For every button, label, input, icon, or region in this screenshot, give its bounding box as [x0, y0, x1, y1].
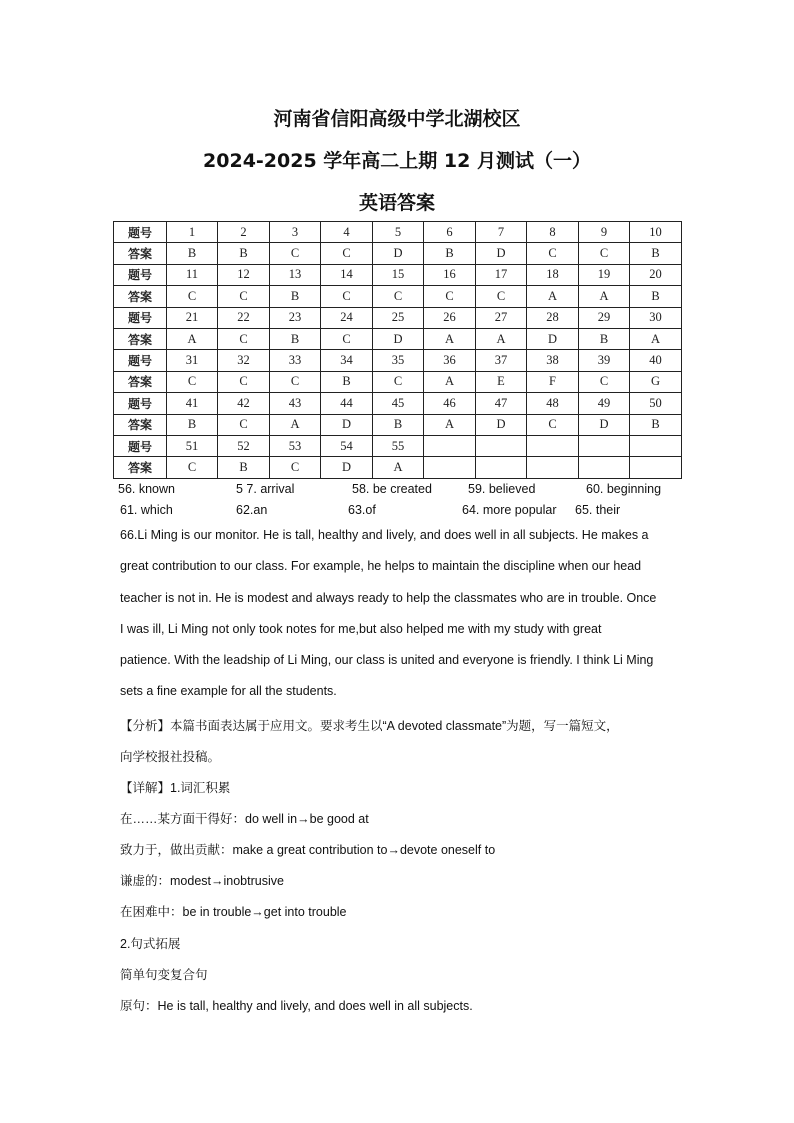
answer-cell: C: [373, 371, 424, 392]
question-number-cell: 17: [476, 264, 527, 285]
question-number-cell: 40: [630, 350, 682, 371]
question-number-cell: 42: [218, 393, 270, 414]
question-number-cell: 35: [373, 350, 424, 371]
answer-cell: D: [321, 457, 373, 478]
answer-cell: D: [373, 243, 424, 264]
blank-64: 64. more popular: [462, 503, 557, 517]
question-number-cell: 18: [527, 264, 579, 285]
blank-60: 60. beginning: [586, 482, 662, 496]
answer-cell: B: [424, 243, 476, 264]
question-number-cell: 45: [373, 393, 424, 414]
answer-cell: A: [630, 328, 682, 349]
answer-cell: C: [270, 371, 321, 392]
question-number-cell: 19: [579, 264, 630, 285]
answer-cell: D: [476, 243, 527, 264]
blank-56: 56. known: [118, 482, 175, 496]
question-number-cell: 8: [527, 222, 579, 243]
question-number-cell: 5: [373, 222, 424, 243]
question-number-cell: 11: [167, 264, 218, 285]
question-number-cell: 27: [476, 307, 527, 328]
question-number-cell: 44: [321, 393, 373, 414]
answer-cell: A: [476, 328, 527, 349]
answer-cell: B: [321, 371, 373, 392]
question-number-cell: 37: [476, 350, 527, 371]
question-number-cell: 16: [424, 264, 476, 285]
question-number-cell: 24: [321, 307, 373, 328]
question-number-cell: [424, 435, 476, 456]
question-number-cell: 2: [218, 222, 270, 243]
answer-cell: B: [270, 328, 321, 349]
answer-cell: B: [218, 457, 270, 478]
question-number-row: [114, 264, 682, 285]
question-number-cell: 55: [373, 435, 424, 456]
row-label-number: 题号: [114, 307, 167, 328]
answer-cell: C: [218, 414, 270, 435]
answer-row: [114, 328, 682, 349]
answer-cell: D: [579, 414, 630, 435]
question-number-cell: 54: [321, 435, 373, 456]
question-number-cell: 22: [218, 307, 270, 328]
answer-cell: [424, 457, 476, 478]
answer-cell: C: [167, 457, 218, 478]
question-number-cell: 47: [476, 393, 527, 414]
analysis-line: 谦虚的：modest→inobtrusive: [120, 874, 284, 888]
answer-cell: C: [579, 371, 630, 392]
row-label-answer: 答案: [114, 457, 167, 478]
question-number-cell: 36: [424, 350, 476, 371]
subject-title: 英语答案: [358, 192, 435, 214]
analysis-line: 2.句式拓展: [120, 937, 181, 951]
question-number-row: [114, 350, 682, 371]
row-label-answer: 答案: [114, 328, 167, 349]
essay-line: teacher is not in. He is modest and always ready to help the classmates who are in trouble. Once: [120, 591, 657, 605]
answer-cell: [527, 457, 579, 478]
question-number-cell: [527, 435, 579, 456]
question-number-cell: 34: [321, 350, 373, 371]
answer-cell: B: [630, 414, 682, 435]
question-number-cell: 51: [167, 435, 218, 456]
answer-cell: D: [373, 328, 424, 349]
blank-57: 5 7. arrival: [236, 482, 295, 496]
answer-cell: A: [424, 414, 476, 435]
answer-cell: A: [527, 286, 579, 307]
question-number-cell: 23: [270, 307, 321, 328]
answer-cell: C: [424, 286, 476, 307]
answer-cell: A: [373, 457, 424, 478]
answer-cell: D: [527, 328, 579, 349]
question-number-cell: 3: [270, 222, 321, 243]
question-number-cell: 46: [424, 393, 476, 414]
answer-cell: G: [630, 371, 682, 392]
row-label-number: 题号: [114, 264, 167, 285]
question-number-cell: 21: [167, 307, 218, 328]
analysis-line: 简单句变复合句: [120, 968, 208, 982]
question-number-row: [114, 222, 682, 243]
answer-cell: C: [321, 243, 373, 264]
answer-cell: [476, 457, 527, 478]
essay-line: 66.Li Ming is our monitor. He is tall, healthy and lively, and does well in all subjects. He makes a: [120, 528, 649, 542]
question-number-cell: [476, 435, 527, 456]
answer-cell: B: [579, 328, 630, 349]
analysis-line: 向学校报社投稿。: [120, 750, 221, 764]
row-label-answer: 答案: [114, 243, 167, 264]
question-number-cell: 33: [270, 350, 321, 371]
answer-row: [114, 286, 682, 307]
answer-cell: A: [424, 371, 476, 392]
question-number-cell: 39: [579, 350, 630, 371]
question-number-row: [114, 435, 682, 456]
question-number-cell: 14: [321, 264, 373, 285]
row-label-number: 题号: [114, 350, 167, 371]
question-number-cell: 43: [270, 393, 321, 414]
answer-cell: C: [527, 414, 579, 435]
blank-62: 62.an: [236, 503, 268, 517]
question-number-cell: 9: [579, 222, 630, 243]
question-number-cell: 12: [218, 264, 270, 285]
essay-line: I was ill, Li Ming not only took notes for me,but also helped me with my study with great: [120, 622, 602, 636]
answer-cell: B: [270, 286, 321, 307]
question-number-cell: 48: [527, 393, 579, 414]
answer-cell: C: [579, 243, 630, 264]
answer-cell: [630, 457, 682, 478]
question-number-cell: 20: [630, 264, 682, 285]
answer-cell: [579, 457, 630, 478]
answer-table: [113, 221, 682, 479]
answer-cell: B: [218, 243, 270, 264]
answer-cell: B: [630, 243, 682, 264]
answer-row: [114, 457, 682, 478]
answer-cell: E: [476, 371, 527, 392]
answer-cell: C: [373, 286, 424, 307]
answer-row: [114, 371, 682, 392]
essay-line: great contribution to our class. For example, he helps to maintain the discipline when our head: [120, 559, 642, 573]
blank-63: 63.of: [348, 503, 376, 517]
blank-58: 58. be created: [352, 482, 432, 496]
question-number-cell: 13: [270, 264, 321, 285]
answer-cell: D: [476, 414, 527, 435]
blank-65: 65. their: [575, 503, 621, 517]
row-label-number: 题号: [114, 435, 167, 456]
answer-cell: B: [167, 243, 218, 264]
row-label-answer: 答案: [114, 414, 167, 435]
question-number-cell: 29: [579, 307, 630, 328]
exam-title: 2024-2025 学年高二上期 12 月测试（一）: [203, 150, 591, 172]
answer-cell: B: [373, 414, 424, 435]
question-number-row: [114, 393, 682, 414]
question-number-cell: 7: [476, 222, 527, 243]
question-number-cell: 10: [630, 222, 682, 243]
answer-cell: C: [476, 286, 527, 307]
question-number-cell: 28: [527, 307, 579, 328]
answer-cell: D: [321, 414, 373, 435]
analysis-line: 在……某方面干得好：do well in→be good at: [120, 812, 369, 826]
answer-cell: C: [321, 328, 373, 349]
question-number-cell: 15: [373, 264, 424, 285]
row-label-number: 题号: [114, 222, 167, 243]
question-number-cell: [630, 435, 682, 456]
answer-cell: C: [527, 243, 579, 264]
essay-line: sets a fine example for all the students.: [120, 684, 337, 698]
answer-cell: C: [167, 371, 218, 392]
analysis-line: 【详解】1.词汇积累: [120, 781, 231, 795]
row-label-number: 题号: [114, 393, 167, 414]
question-number-cell: 30: [630, 307, 682, 328]
question-number-cell: 25: [373, 307, 424, 328]
answer-cell: C: [270, 243, 321, 264]
question-number-cell: [579, 435, 630, 456]
question-number-row: [114, 307, 682, 328]
essay-line: patience. With the leadship of Li Ming, our class is united and everyone is friendly. I think Li Ming: [120, 653, 654, 667]
question-number-cell: 32: [218, 350, 270, 371]
analysis-line: 致力于，做出贡献：make a great contribution to→devote oneself to: [120, 843, 496, 857]
question-number-cell: 6: [424, 222, 476, 243]
answer-cell: C: [218, 328, 270, 349]
question-number-cell: 4: [321, 222, 373, 243]
answer-cell: B: [630, 286, 682, 307]
blank-61: 61. which: [120, 503, 173, 517]
question-number-cell: 53: [270, 435, 321, 456]
answer-cell: A: [424, 328, 476, 349]
question-number-cell: 50: [630, 393, 682, 414]
answer-row: [114, 243, 682, 264]
analysis-line: 在困难中：be in trouble→get into trouble: [120, 905, 347, 919]
answer-cell: A: [579, 286, 630, 307]
question-number-cell: 1: [167, 222, 218, 243]
answer-cell: F: [527, 371, 579, 392]
blank-59: 59. believed: [468, 482, 536, 496]
analysis-line: 【分析】本篇书面表达属于应用文。要求考生以“A devoted classmate”为题，写一篇短文，: [120, 719, 619, 733]
answer-cell: C: [218, 371, 270, 392]
answer-cell: C: [321, 286, 373, 307]
school-title: 河南省信阳高级中学北湖校区: [273, 108, 521, 130]
answer-cell: C: [270, 457, 321, 478]
answer-cell: A: [167, 328, 218, 349]
question-number-cell: 49: [579, 393, 630, 414]
row-label-answer: 答案: [114, 371, 167, 392]
answer-cell: B: [167, 414, 218, 435]
answer-cell: A: [270, 414, 321, 435]
question-number-cell: 38: [527, 350, 579, 371]
row-label-answer: 答案: [114, 286, 167, 307]
analysis-line: 原句：He is tall, healthy and lively, and does well in all subjects.: [120, 999, 473, 1013]
answer-row: [114, 414, 682, 435]
answer-cell: C: [218, 286, 270, 307]
question-number-cell: 52: [218, 435, 270, 456]
question-number-cell: 31: [167, 350, 218, 371]
question-number-cell: 41: [167, 393, 218, 414]
answer-cell: C: [167, 286, 218, 307]
question-number-cell: 26: [424, 307, 476, 328]
